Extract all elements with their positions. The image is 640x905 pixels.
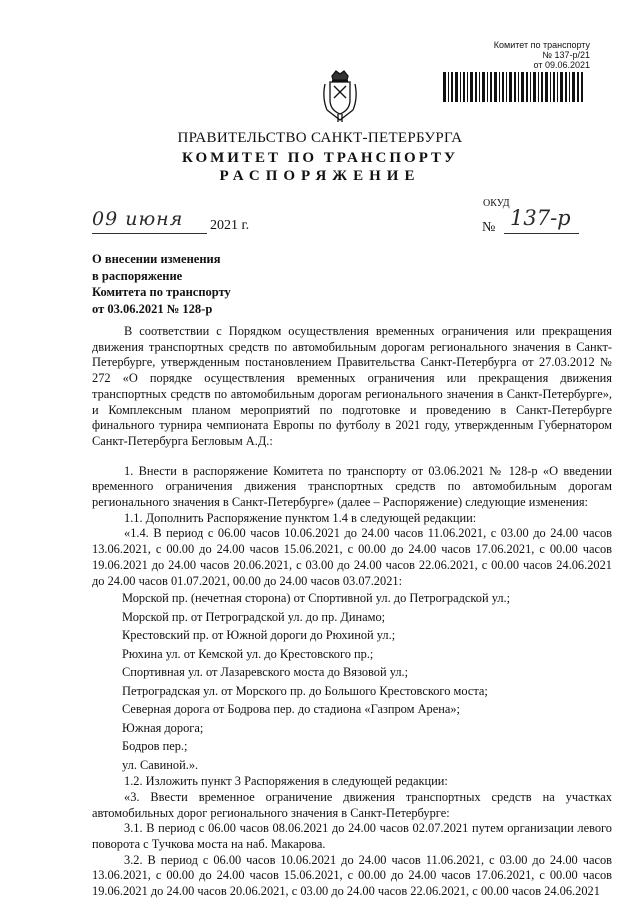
stamp-line-1: Комитет по транспорту (493, 40, 590, 50)
date-underline (92, 233, 207, 234)
handwritten-number: 137-р (510, 206, 571, 230)
number-sign: № (482, 220, 496, 235)
document-number (482, 206, 592, 235)
document-type-title: РАСПОРЯЖЕНИЕ (219, 168, 421, 184)
item-3-paragraph: «3. Ввести временное ограничение движения транспортных средств на участках автомобильных дорог регионального значения в Санкт-Петербурге: (92, 789, 612, 820)
street-list-item: Южная дорога; (122, 720, 204, 735)
stamp-line-3: от 09.06.2021 (533, 60, 590, 70)
subject-line: О внесении изменения (92, 252, 221, 266)
street-list-item: Северная дорога от Бодрова пер. до стадиона «Газпром Арена»; (122, 702, 460, 717)
stamp-line-2: № 137-р/21 (542, 50, 590, 60)
street-list-item: Бодров пер.; (122, 739, 188, 754)
street-list (92, 589, 612, 774)
okud-label: ОКУД (483, 198, 510, 209)
government-title: ПРАВИТЕЛЬСТВО САНКТ-ПЕТЕРБУРГА (177, 130, 463, 146)
street-list-item: Крестовский пр. от Южной дороги до Рюхиной ул.; (122, 628, 396, 643)
item-1-4-paragraph: «1.4. В период с 06.00 часов 10.06.2021 до 24.00 часов 11.06.2021, с 03.00 до 24.00 часов 13.06.2021, с 00.00 до 24.00 часов 15.06.2021, с 00.00 до 24.00 часов 17.06.2021, с 00.00 часов 19.06.2021 до 24.00 часов 20.06.2021, с 03.00 до 24.00 часов 22.06.2021, с 00.00 часов 24.06.2021 до 24.00 часов 01.07.2021, 00.00 до 24.00 часов 03.07.2021: (92, 526, 612, 588)
street-list-item: Спортивная ул. от Лазаревского моста до Вязовой ул.; (122, 665, 409, 680)
subject-line: в распоряжение (92, 268, 183, 283)
barcode-icon (443, 72, 583, 102)
document-body (92, 324, 612, 900)
street-list-item: Рюхина ул. от Кемской ул. до Крестовского пр.; (122, 646, 374, 661)
date-year: 2021 г. (210, 218, 250, 233)
subject-line: Комитета по транспорту (92, 285, 231, 299)
registration-stamp (440, 40, 590, 70)
item-3-1-paragraph: 3.1. В период с 06.00 часов 08.06.2021 до 24.00 часов 02.07.2021 путем организации левого поворота с Тучкова моста на наб. Макарова. (92, 821, 612, 852)
item-1-paragraph: 1. Внести в распоряжение Комитета по транспорту от 03.06.2021 № 128-р «О введении временного ограничения движения транспортных средств по автомобильным дорогам регионального значения в Санкт-Петербурге» (далее – Распоряжение) следующие изменения: (92, 463, 612, 510)
handwritten-date: 09 июня (92, 208, 184, 230)
street-list-item: Морской пр. (нечетная сторона) от Спортивной ул. до Петроградской ул.; (122, 591, 511, 606)
street-list-item: Петроградская ул. от Морского пр. до Большого Крестовского моста; (122, 683, 488, 698)
item-1-2-paragraph: 1.2. Изложить пункт 3 Распоряжения в следующей редакции: (124, 774, 448, 789)
item-1-1-paragraph: 1.1. Дополнить Распоряжение пунктом 1.4 в следующей редакции: (124, 510, 477, 525)
committee-title: КОМИТЕТ ПО ТРАНСПОРТУ (181, 150, 459, 166)
document-date (92, 208, 252, 234)
street-list-item: ул. Савиной.». (122, 757, 199, 772)
subject-line: от 03.06.2021 № 128-р (92, 301, 213, 316)
preamble-paragraph: В соответствии с Порядком осуществления временных ограничения или прекращения движения транспортных средств по автомобильным дорогам регионального значения в Санкт-Петербурге, утвержденным постановлением Правительства Санкт-Петербурга от 27.03.2012 № 272 «О порядке осуществления временных ограничения или прекращения движения транспортных средств по автомобильным дорогам регионального значения в Санкт-Петербурге», и Комплексным планом мероприятий по подготовке и проведению в Санкт-Петербурге финального турнира чемпионата Европы по футболу в 2021 году, утвержденным Губернатором Санкт-Петербурга Бегловым А.Д.: (92, 324, 612, 448)
number-underline (504, 233, 579, 234)
street-list-item: Морской пр. от Петроградской ул. до пр. Динамо; (122, 609, 386, 624)
saint-petersburg-coat-of-arms-icon (318, 68, 362, 124)
subject-block (92, 251, 231, 317)
item-3-2-paragraph: 3.2. В период с 06.00 часов 10.06.2021 до 24.00 часов 11.06.2021, с 03.00 до 24.00 часов 13.06.2021, с 00.00 до 24.00 часов 15.06.2021, с 00.00 до 24.00 часов 17.06.2021, с 00.00 часов 19.06.2021 до 24.00 часов 20.06.2021, с 03.00 до 24.00 часов 22.06.2021, с 00.00 часов 24.06.2021 (92, 852, 612, 899)
